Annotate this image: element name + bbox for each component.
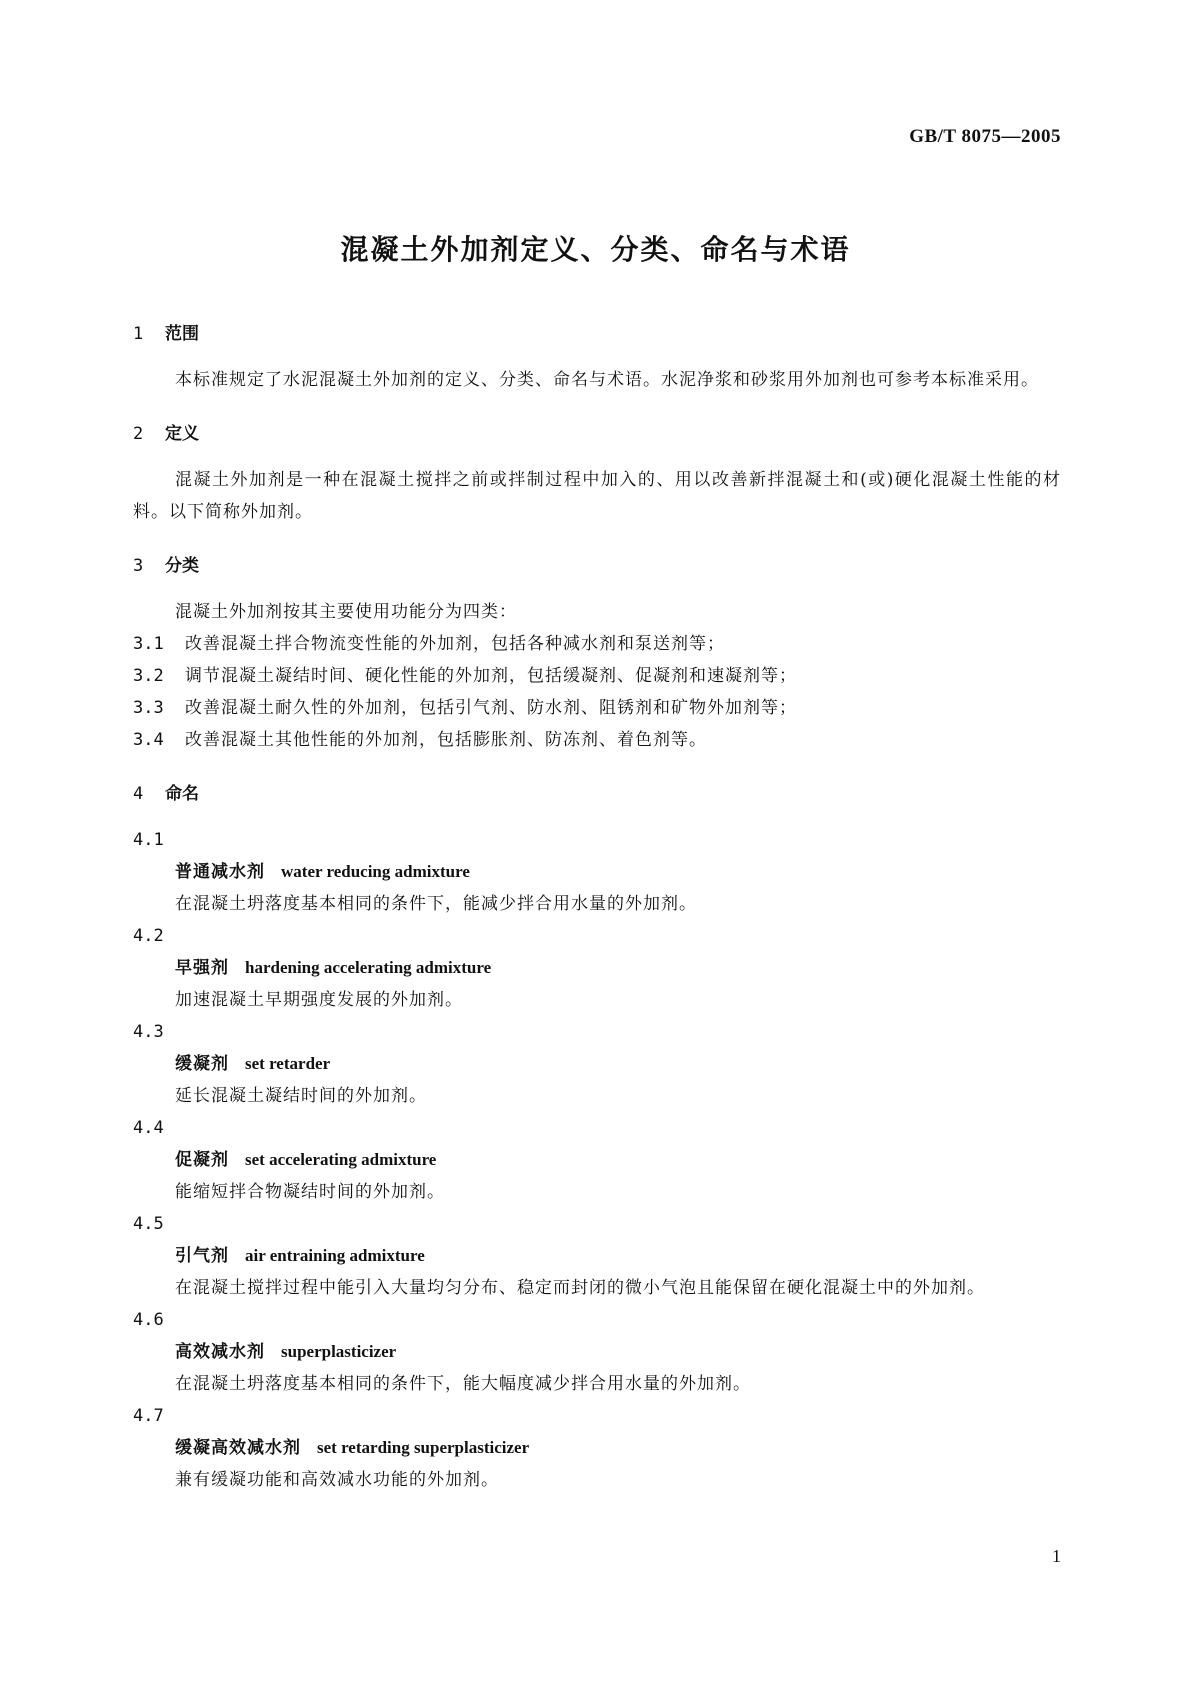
clause-number: 3.2	[133, 666, 164, 686]
term-english: set accelerating admixture	[245, 1150, 437, 1169]
clause-line	[133, 628, 1061, 660]
term-number: 4.3	[133, 1022, 164, 1042]
section-number: 1	[133, 324, 144, 344]
term-number: 4.1	[133, 830, 164, 850]
term-chinese: 早强剂	[175, 958, 229, 978]
term-name	[133, 1144, 1061, 1176]
term-chinese: 缓凝高效减水剂	[175, 1438, 301, 1458]
section-title: 分类	[165, 556, 199, 576]
term-english: water reducing admixture	[281, 862, 470, 881]
standard-code: GB/T 8075—2005	[909, 126, 1061, 147]
term-english: hardening accelerating admixture	[245, 958, 492, 977]
term-english: set retarding superplasticizer	[317, 1438, 530, 1457]
term-number: 4.4	[133, 1118, 164, 1138]
term-definition: 在混凝土搅拌过程中能引入大量均匀分布、稳定而封闭的微小气泡且能保留在硬化混凝土中的外加剂。	[175, 1278, 985, 1298]
section-number: 3	[133, 556, 144, 576]
term-name	[133, 952, 1061, 984]
clause-text: 改善混凝土拌合物流变性能的外加剂，包括各种减水剂和泵送剂等；	[185, 634, 725, 654]
term-chinese: 促凝剂	[175, 1150, 229, 1170]
clause-line	[133, 660, 1061, 692]
term-definition: 能缩短拌合物凝结时间的外加剂。	[175, 1182, 445, 1202]
term-definition: 延长混凝土凝结时间的外加剂。	[175, 1086, 427, 1106]
term-definition: 在混凝土坍落度基本相同的条件下，能减少拌合用水量的外加剂。	[175, 894, 697, 914]
term-number: 4.6	[133, 1310, 164, 1330]
term-number: 4.2	[133, 926, 164, 946]
term-name	[133, 856, 1061, 888]
section-number: 2	[133, 424, 144, 444]
term-name	[133, 1240, 1061, 1272]
clause-number: 3.1	[133, 634, 164, 654]
section-heading-naming	[133, 778, 1061, 810]
term-english: air entraining admixture	[245, 1246, 425, 1265]
term-english: set retarder	[245, 1054, 331, 1073]
section-heading-definition	[133, 418, 1061, 450]
term-definition: 兼有缓凝功能和高效减水功能的外加剂。	[175, 1470, 499, 1490]
term-number: 4.7	[133, 1406, 164, 1426]
term-number: 4.5	[133, 1214, 164, 1234]
section-heading-scope	[133, 318, 1061, 350]
term-name	[133, 1432, 1061, 1464]
document-body	[133, 318, 1061, 1496]
term-chinese: 高效减水剂	[175, 1342, 265, 1362]
section-title: 范围	[165, 324, 199, 344]
term-name	[133, 1336, 1061, 1368]
section-paragraph: 本标准规定了水泥混凝土外加剂的定义、分类、命名与术语。水泥净浆和砂浆用外加剂也可参考本标准采用。	[175, 370, 1039, 390]
section-title: 命名	[165, 784, 199, 804]
document-title: 混凝土外加剂定义、分类、命名与术语	[340, 233, 851, 266]
section-number: 4	[133, 784, 144, 804]
term-definition: 加速混凝土早期强度发展的外加剂。	[175, 990, 463, 1010]
clause-line	[133, 692, 1061, 724]
term-chinese: 缓凝剂	[175, 1054, 229, 1074]
term-name	[133, 1048, 1061, 1080]
term-definition: 在混凝土坍落度基本相同的条件下，能大幅度减少拌合用水量的外加剂。	[175, 1374, 751, 1394]
clause-text: 改善混凝土耐久性的外加剂，包括引气剂、防水剂、阻锈剂和矿物外加剂等；	[185, 698, 797, 718]
term-chinese: 普通减水剂	[175, 862, 265, 882]
section-title: 定义	[165, 424, 199, 444]
section-paragraph: 混凝土外加剂按其主要使用功能分为四类：	[175, 602, 517, 622]
term-english: superplasticizer	[281, 1342, 397, 1361]
clause-text: 改善混凝土其他性能的外加剂，包括膨胀剂、防冻剂、着色剂等。	[185, 730, 707, 750]
section-paragraph: 混凝土外加剂是一种在混凝土搅拌之前或拌制过程中加入的、用以改善新拌混凝土和(或)硬化混凝土性能的材料。以下简称外加剂。	[133, 470, 1061, 522]
clause-text: 调节混凝土凝结时间、硬化性能的外加剂，包括缓凝剂、促凝剂和速凝剂等；	[185, 666, 797, 686]
term-chinese: 引气剂	[175, 1246, 229, 1266]
clause-number: 3.3	[133, 698, 164, 718]
clause-number: 3.4	[133, 730, 164, 750]
page-number: 1	[1052, 1546, 1061, 1566]
section-heading-classification	[133, 550, 1061, 582]
clause-line	[133, 724, 1061, 756]
